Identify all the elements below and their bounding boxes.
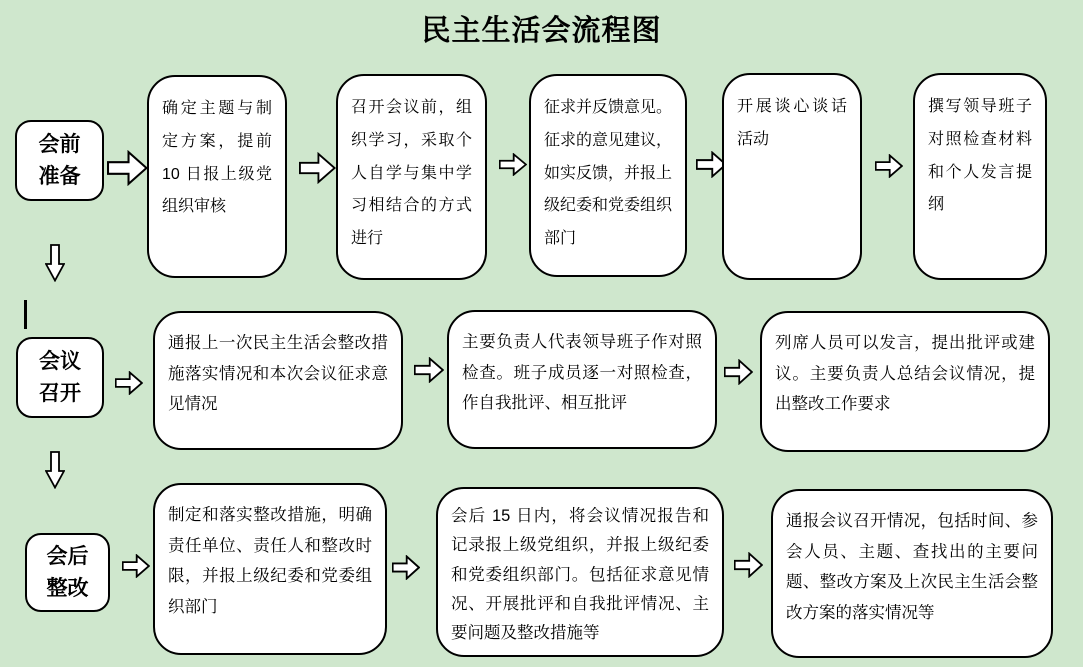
stage-label-pre-meeting: 会前准备	[15, 120, 104, 201]
arrow-right-icon	[875, 154, 903, 178]
arrow-down-icon	[45, 451, 65, 489]
arrow-right-icon	[107, 150, 148, 186]
step-text: 会后 15 日内，将会议情况报告和记录报上级党组织，并报上级纪委和党委组织部门。包括征求意见情况、开展批评和自我批评情况、主要问题及整改措施等	[451, 507, 709, 643]
step-r3-3	[771, 489, 1053, 658]
arrow-right-icon	[299, 152, 336, 184]
step-text: 主要负责人代表领导班子作对照检查。班子成员逐一对照检查，作自我批评、相互批评	[462, 333, 702, 413]
arrow-right-icon	[414, 357, 444, 383]
arrow-right-icon	[392, 555, 420, 580]
step-text: 通报上一次民主生活会整改措施落实情况和本次会议征求意见情况	[168, 334, 388, 414]
step-r3-1	[153, 483, 387, 655]
step-r1-2	[336, 74, 487, 280]
step-text: 开展谈心谈话活动	[737, 98, 847, 148]
arrow-right-icon	[115, 371, 143, 395]
step-text: 通报会议召开情况，包括时间、参会人员、主题、查找出的主要问题、整改方案及上次民主生活会整改方案的落实情况等	[786, 512, 1038, 622]
arrow-right-icon	[122, 554, 150, 578]
step-text: 列席人员可以发言，提出批评或建议。主要负责人总结会议情况，提出整改工作要求	[775, 334, 1035, 414]
step-text: 征求并反馈意见。征求的意见建议，如实反馈，并报上级纪委和党委组织部门	[544, 99, 673, 248]
arrow-right-icon	[724, 359, 753, 385]
step-text: 制定和落实整改措施，明确责任单位、责任人和整改时限，并报上级纪委和党委组织部门	[168, 506, 372, 616]
step-text: 召开会议前，组织学习，采取个人自学与集中学习相结合的方式进行	[351, 99, 472, 248]
arrow-down-icon	[45, 244, 65, 282]
page-title: 民主生活会流程图	[421, 15, 662, 47]
step-r1-5	[913, 73, 1047, 280]
step-r2-3	[760, 311, 1050, 452]
step-r2-1	[153, 311, 403, 450]
connector-line	[24, 300, 27, 329]
step-text: 撰写领导班子对照检查材料和个人发言提纲	[928, 98, 1032, 214]
arrow-right-icon	[499, 153, 527, 176]
stage-label-post-meeting: 会后整改	[25, 533, 110, 612]
step-r1-3	[529, 74, 687, 277]
step-r1-4	[722, 73, 862, 280]
arrow-right-icon	[734, 552, 763, 578]
step-r1-1	[147, 75, 287, 278]
step-r3-2	[436, 487, 724, 657]
stage-label-meeting: 会议召开	[16, 337, 104, 418]
step-r2-2	[447, 310, 717, 449]
step-text: 确定主题与制定方案，提前 10 日报上级党组织审核	[162, 100, 272, 216]
